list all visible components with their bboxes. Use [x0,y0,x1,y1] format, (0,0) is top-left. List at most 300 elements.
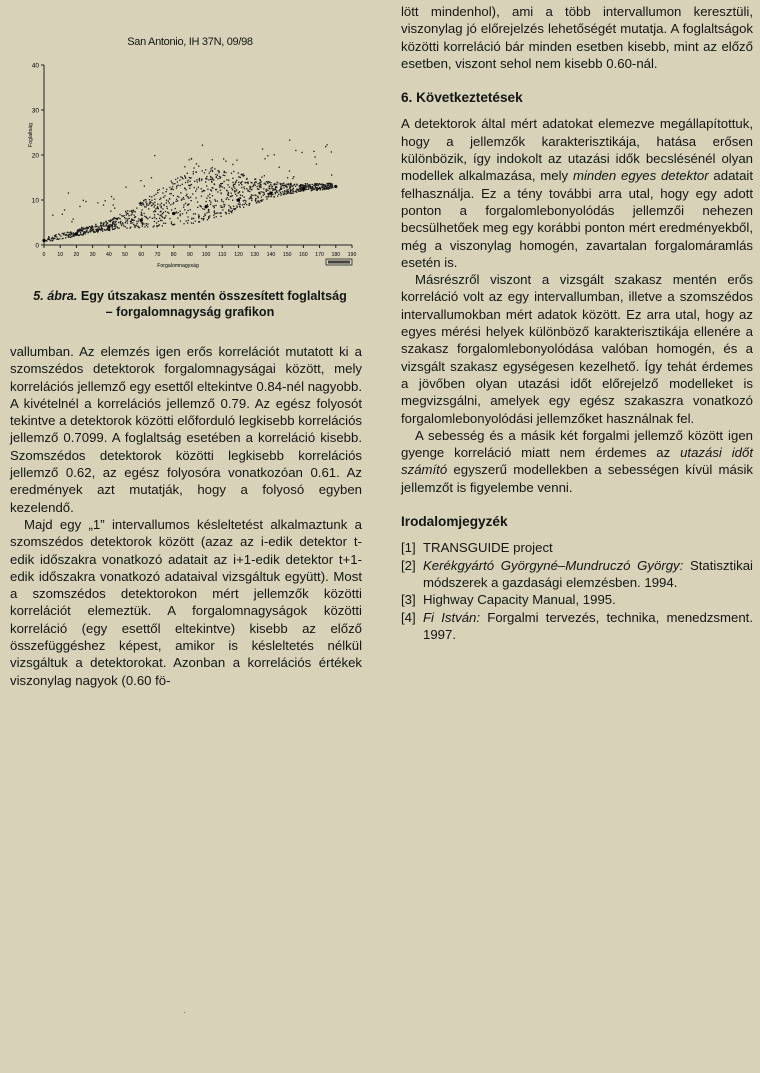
scatter-point [232,178,233,179]
scatter-point [142,226,143,227]
scatter-point [165,223,166,224]
scatter-point [331,174,332,175]
x-tick-label: 70 [154,252,161,258]
scatter-point [224,175,225,176]
scatter-point [244,197,245,198]
scatter-point [205,169,206,170]
scatter-point [206,176,207,177]
scatter-point [106,229,107,230]
scatter-point [313,185,314,186]
scatter-point [293,185,294,186]
scatter-point [197,181,198,182]
scatter-point [171,188,172,189]
scatter-point [185,203,186,204]
scatter-point [175,208,176,209]
scatter-point [144,186,145,187]
y-tick-label: 40 [31,62,39,70]
scatter-point [145,199,146,200]
scatter-point [112,224,113,225]
scatter-point [264,158,265,159]
scatter-point [104,225,105,226]
scatter-point [271,188,272,189]
scatter-point [78,230,79,231]
scatter-point [193,213,194,214]
scatter-point [233,206,234,207]
left-column [10,0,362,689]
scatter-point [209,194,210,195]
scatter-point [255,200,256,201]
scatter-point [208,217,209,218]
scatter-point [145,201,146,202]
scatter-point [258,183,259,184]
scatter-point [98,230,99,231]
caption-line2: – forgalomnagyság grafikon [105,304,275,319]
scatter-point [105,200,106,201]
scatter-point [81,228,82,229]
scatter-point [313,151,314,152]
scatter-point [194,181,195,182]
scatter-point [267,155,268,156]
scatter-point [205,181,206,182]
scatter-point [244,188,245,189]
scatter-point [249,203,250,204]
scatter-point [103,222,104,223]
scatter-point [193,223,194,224]
scatter-point [186,220,187,221]
scatter-chart [10,55,370,285]
scatter-point [161,203,162,204]
scatter-point [86,230,87,231]
scatter-point [223,158,224,159]
scatter-point [296,189,297,190]
scatter-point [179,180,180,181]
scatter-point [132,219,133,220]
scatter-point [192,193,193,194]
scatter-point [234,191,235,192]
scatter-point [95,226,96,227]
scatter-point [267,196,268,197]
scatter-point [255,178,256,179]
scatter-point [205,201,206,202]
scatter-point [238,204,239,205]
scatter-point [283,185,284,186]
scatter-point [71,234,72,235]
scatter-point [315,185,316,186]
scatter-point [177,200,178,201]
scatter-point [201,180,202,181]
scatter-point [328,188,329,189]
scatter-point [290,186,291,187]
scatter-point [306,189,307,190]
scatter-point [203,219,204,220]
trend-point [237,198,240,201]
scatter-point [128,213,129,214]
scatter-point [165,191,166,192]
caption-text: Egy útszakasz mentén összesített foglaltság [80,289,347,303]
scatter-point [127,220,128,221]
scatter-point [81,234,82,235]
chart-title: San Antonio, IH 37N, 09/98 [127,36,253,48]
scatter-point [189,185,190,186]
scatter-point [187,173,188,174]
scatter-point [191,222,192,223]
scatter-point [231,173,232,174]
right-column [401,0,753,643]
scatter-point [270,182,271,183]
scatter-point [243,207,244,208]
scatter-point [134,227,135,228]
scatter-point [142,209,143,210]
scatter-point [227,184,228,185]
scatter-point [166,202,167,203]
x-axis-label: Forgalomnagyság [157,263,199,269]
scatter-point [219,176,220,177]
scatter-point [177,177,178,178]
scatter-point [195,213,196,214]
references-heading: Irodalomjegyzék [401,514,508,530]
scatter-point [212,171,213,172]
scatter-point [91,227,92,228]
scatter-point [134,220,135,221]
scatter-point [80,232,81,233]
scatter-point [233,171,234,172]
scatter-point [101,227,102,228]
scatter-point [149,199,150,200]
scatter-point [112,229,113,230]
scatter-point [147,223,148,224]
scatter-point [157,226,158,227]
scatter-point [141,205,142,206]
scatter-point [189,181,190,182]
scatter-point [224,181,225,182]
figure-5 [10,0,362,330]
scatter-point [278,194,279,195]
scatter-point [156,223,157,224]
scatter-point [188,185,189,186]
scatter-point [110,220,111,221]
scatter-point [118,222,119,223]
scatter-point [188,198,189,199]
scatter-point [110,221,111,222]
scatter-point [117,219,118,220]
scatter-point [191,200,192,201]
scatter-point [65,237,66,238]
scatter-point [140,180,141,181]
scatter-point [267,190,268,191]
scatter-point [251,200,252,201]
scatter-point [286,194,287,195]
scatter-point [217,201,218,202]
scatter-point [280,192,281,193]
scatter-point [185,182,186,183]
scatter-point [72,235,73,236]
scatter-point [213,215,214,216]
scatter-point [243,200,244,201]
scatter-point [129,211,130,212]
scatter-point [269,186,270,187]
scatter-point [271,196,272,197]
scatter-point [314,188,315,189]
scatter-point [243,186,244,187]
scatter-point [302,185,303,186]
trend-point [205,205,208,208]
scatter-point [157,208,158,209]
scatter-point [161,206,162,207]
scatter-point [214,168,215,169]
scatter-point [83,228,84,229]
scatter-point [250,197,251,198]
scatter-point [326,144,327,145]
scatter-point [287,191,288,192]
scatter-point [215,174,216,175]
scatter-point [226,190,227,191]
scatter-point [230,196,231,197]
scatter-point [163,187,164,188]
scatter-point [187,205,188,206]
scatter-point [281,188,282,189]
scatter-point [171,221,172,222]
scatter-point [287,177,288,178]
scatter-point [324,184,325,185]
scatter-point [102,231,103,232]
scatter-point [149,203,150,204]
scatter-point [189,188,190,189]
scatter-point [157,190,158,191]
scatter-point [183,223,184,224]
scatter-point [151,177,152,178]
scatter-point [212,178,213,179]
scatter-point [210,168,211,169]
scatter-point [299,185,300,186]
scatter-point [289,140,290,141]
scatter-point [316,185,317,186]
scatter-point [331,151,332,152]
scatter-point [207,219,208,220]
scatter-point [114,208,115,209]
scatter-point [123,215,124,216]
scatter-point [238,182,239,183]
x-tick-label: 100 [201,252,211,258]
scatter-point [231,193,232,194]
scatter-point [156,218,157,219]
scatter-point [289,188,290,189]
scatter-point [182,177,183,178]
trend-point [107,225,110,228]
y-tick-label: 30 [31,107,39,115]
scatter-point [184,188,185,189]
scatter-point [280,186,281,187]
x-tick-label: 0 [42,252,46,258]
scatter-point [316,164,317,165]
scatter-point [121,225,122,226]
scatter-point [63,234,64,235]
scatter-point [300,191,301,192]
scatter-point [280,193,281,194]
scatter-point [135,211,136,212]
scatter-point [232,200,233,201]
scatter-point [296,184,297,185]
scatter-point [180,220,181,221]
scatter-point [150,201,151,202]
scatter-point [332,186,333,187]
scatter-point [176,187,177,188]
scatter-point [282,191,283,192]
scatter-point [148,208,149,209]
scatter-point [198,221,199,222]
scatter-point [200,206,201,207]
scatter-point [231,212,232,213]
scatter-point [126,220,127,221]
scatter-point [136,223,137,224]
x-tick-label: 40 [105,252,112,258]
scatter-point [142,224,143,225]
scatter-point [259,182,260,183]
scatter-point [326,183,327,184]
scatter-point [307,184,308,185]
scatter-point [232,189,233,190]
scatter-point [261,191,262,192]
scatter-point [220,186,221,187]
scatter-point [252,186,253,187]
scatter-points [44,140,334,242]
scatter-point [230,208,231,209]
scatter-point [184,175,185,176]
scatter-point [169,198,170,199]
scatter-point [236,160,237,161]
scatter-point [261,181,262,182]
scatter-point [154,155,155,156]
scatter-point [177,196,178,197]
scatter-point [73,232,74,233]
scatter-point [301,152,302,153]
scatter-point [218,172,219,173]
scatter-point [185,177,186,178]
scatter-point [327,185,328,186]
scatter-point [284,191,285,192]
scatter-point [221,212,222,213]
scatter-point [71,221,72,222]
scatter-point [269,188,270,189]
scatter-point [151,200,152,201]
scatter-point [89,230,90,231]
scatter-point [101,229,102,230]
scatter-point [207,204,208,205]
scatter-point [195,221,196,222]
scatter-point [193,173,194,174]
scatter-point [315,187,316,188]
scatter-point [290,190,291,191]
scatter-point [328,185,329,186]
left-paragraph-1: vallumban. Az elemzés igen erős korrelációt mutatott ki a szomszédos detektorok forgalomnagyságai között, mely korrelációs jellemző egy esettől eltekintve 0.84-nél nagyobb. A kivételnél a korrelációs jellemző 0.79. Az egész folyosót tekintve a detektorok közötti előforduló legkisebb korrelációs jellemző 0.7099. A foglaltság esetében a korreláció kisebb. Szomszédos detektorok közötti legkisebb korrelációs jellemző 0.62, az egész folyosóra vonatkozóan 0.61. Az eredmények azt mutatják, hogy a folyosó egyben kezelendő. [10,344,362,515]
scatter-point [147,218,148,219]
scatter-point [83,229,84,230]
scatter-point [112,218,113,219]
scatter-point [125,222,126,223]
scatter-point [280,184,281,185]
scatter-point [255,185,256,186]
scatter-point [140,204,141,205]
scatter-point [285,185,286,186]
scatter-point [186,189,187,190]
scatter-point [292,192,293,193]
scatter-point [233,208,234,209]
scatter-point [144,213,145,214]
scatter-point [251,194,252,195]
scatter-point [120,222,121,223]
scatter-point [164,218,165,219]
scatter-point [212,179,213,180]
scatter-point [212,188,213,189]
scatter-point [146,223,147,224]
scatter-point [193,218,194,219]
scatter-point [114,226,115,227]
scatter-point [83,200,84,201]
trend-point [172,212,175,215]
scatter-point [52,215,53,216]
scatter-point [292,189,293,190]
scatter-point [323,188,324,189]
scatter-point [224,187,225,188]
scatter-point [255,195,256,196]
scatter-point [249,189,250,190]
scatter-point [246,178,247,179]
scatter-point [163,223,164,224]
scatter-point [214,184,215,185]
scatter-point [163,204,164,205]
scatter-point [262,148,263,149]
scatter-point [180,192,181,193]
scatter-point [261,200,262,201]
scatter-point [203,218,204,219]
scatter-point [187,222,188,223]
scatter-point [101,222,102,223]
scatter-point [178,197,179,198]
scatter-point [130,223,131,224]
scatter-point [274,154,275,155]
scatter-point [323,186,324,187]
scatter-point [177,181,178,182]
scatter-point [144,216,145,217]
scatter-point [103,225,104,226]
scatter-point [219,186,220,187]
scatter-point [242,204,243,205]
scatter-point [169,187,170,188]
scatter-point [280,195,281,196]
scatter-point [74,234,75,235]
scatter-point [154,214,155,215]
scatter-point [208,210,209,211]
scatter-point [273,196,274,197]
scatter-point [189,159,190,160]
scatter-point [238,193,239,194]
scatter-point [227,197,228,198]
scatter-point [232,210,233,211]
scatter-point [161,220,162,221]
scatter-point [220,216,221,217]
scatter-point [93,232,94,233]
scatter-point [155,208,156,209]
scatter-point [283,183,284,184]
scatter-point [279,167,280,168]
scatter-point [214,217,215,218]
scatter-point [217,170,218,171]
scatter-point [154,206,155,207]
scatter-point [158,221,159,222]
scatter-point [167,212,168,213]
scatter-point [296,192,297,193]
scatter-point [237,207,238,208]
scatter-point [196,179,197,180]
